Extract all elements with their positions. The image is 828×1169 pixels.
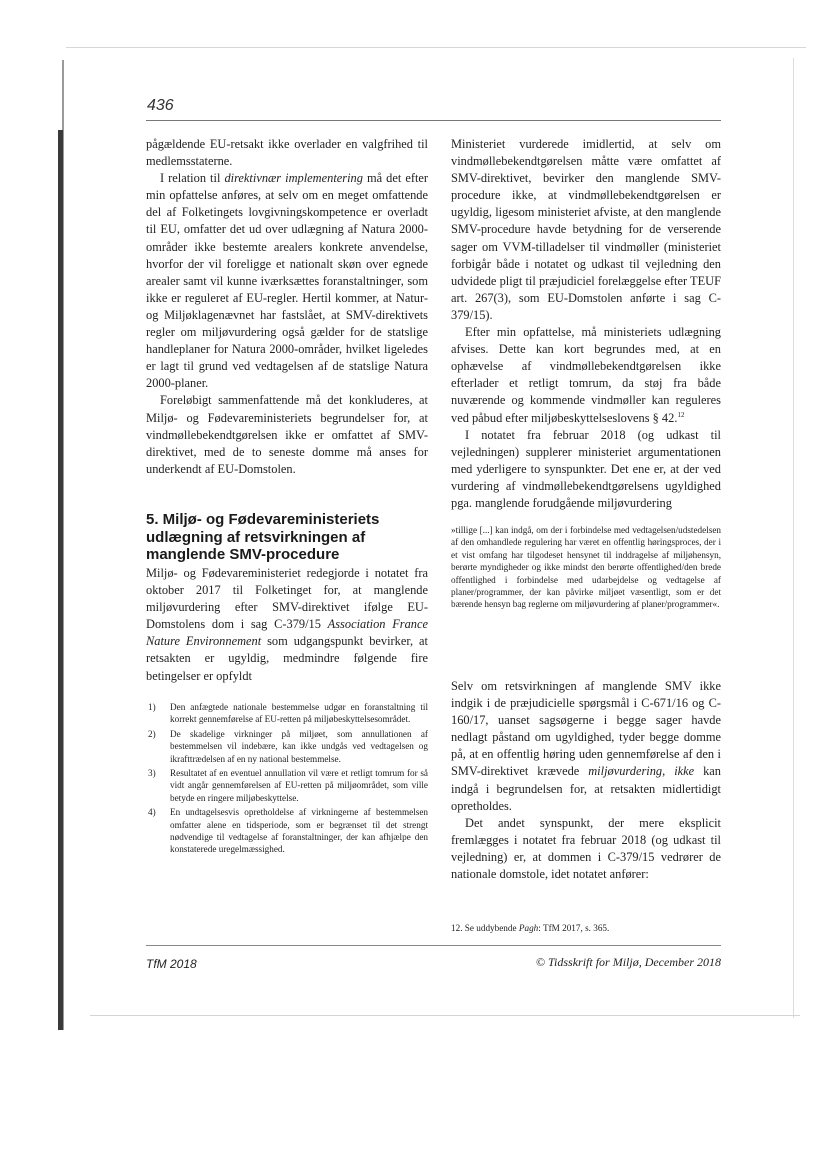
left-paragraph-2-start: I relation til: [160, 171, 225, 186]
condition-item: [146, 701, 428, 726]
condition-text: En undtagelsesvis opretholdelse af virkningerne af bestemmelsen omfatter alene en tidsperiode, som er begrænset til det strengt nødvendige til vedtagelse af foranstaltninger, der kan afhjælpe den konstaterede uregelmæssighed.: [170, 807, 428, 855]
footnote-reference: 12: [677, 410, 685, 419]
condition-item: [146, 767, 428, 804]
scan-edge-bottom: [90, 1015, 800, 1016]
right-paragraph-4-emphasis-2: ikke: [674, 764, 695, 779]
left-column: [146, 136, 428, 478]
right-paragraph-4-emphasis: miljøvurdering: [588, 764, 663, 779]
left-paragraph-1: pågældende EU-retsakt ikke overlader en valgfrihed til medlemsstaterne.: [146, 137, 428, 169]
left-paragraph-3: Foreløbigt sammenfattende må det konkluderes, at Miljø- og Fødevareministeriets begrundelser for, at vindmøllebekendtgørelsen ikke er omfattet af SMV-direktivet, med de to seneste domme må anses for underkendt af EU-Domstolen.: [146, 393, 428, 476]
condition-text: Resultatet af en eventuel annullation vil være et retligt tomrum for så vidt angår gennemførelsen af EU-retten på miljøområdet, som ville betyde en ringere miljøbeskyttelse.: [170, 768, 428, 803]
footer-rule: [146, 945, 721, 946]
condition-number: 1): [148, 702, 156, 712]
condition-item: [146, 728, 428, 765]
condition-text: Den anfægtede nationale bestemmelse udgør en foranstaltning til korrekt gennemførelse af EU-retten på miljøbeskyttelsesområdet.: [170, 702, 428, 725]
right-column-continued: [451, 678, 721, 883]
left-paragraph-2-emphasis: direktivnær implementering: [224, 171, 363, 186]
right-paragraph-4: [451, 678, 721, 815]
footnote-author: Pagh: [518, 923, 539, 933]
footer-copyright: © Tidsskrift for Miljø, December 2018: [535, 955, 721, 969]
right-paragraph-4-separator: ,: [662, 764, 675, 779]
condition-text: De skadelige virkninger på miljøet, som annullationen af bestemmelsen vil indebære, kan ikke undgås ved vedtagelsen og ikrafttrædelsen af en ny national bestemmelse.: [170, 728, 428, 764]
right-paragraph-1: Ministeriet vurderede imidlertid, at selv om vindmøllebekendtgørelsen måtte være omfattet af SMV-direktivet, bevirker den manglende SMV-procedure ikke, at vindmøllebekendtgørelsen er ugyldig, ligesom ministeriet afviste, at den manglende SMV-procedure havde betydning for de verserende sager om VVM-tilladelser til vindmøller (ministeriet forbigår både i notatet og udkast til vejledning den udvidede pligt til præjudiciel forelæggelse efter TEUF art. 267(3), som EU-Domstolen anførte i sag C-379/15).: [451, 137, 721, 322]
section-case-name: Association France Nature Environnement: [146, 617, 428, 649]
condition-number: 3): [148, 768, 156, 779]
left-paragraph-2-rest: må det efter min opfattelse anføres, at selv om en meget omfattende del af Folketingets lovgivningskompetence er overladt til EU, omfatter det ud over udlægning af Natura 2000-områder ikke bestemte arealers konkrete anvendelse, hvorfor der vil foreligge et nationalt skøn over egnede arealer samt vil kunne iværksættes foranstaltninger, som ikke er reguleret af EU-regler. Hertil kommer, at Natur- og Miljøklagenævnet har fastslået, at SMV-direktivets regler om miljøvurdering også gælder for de statslige handleplaner for Natura 2000-områder, hvilket ligeledes er lagt til grund ved vedtagelsen af de statslige Natura 2000-planer.: [146, 171, 429, 391]
section-paragraph: [146, 565, 428, 685]
footnote: [451, 922, 721, 934]
page-number: 436: [147, 97, 174, 114]
right-paragraph-3: I notatet fra februar 2018 (og udkast til vejledningen) supplerer ministeriet argumentationen med yderligere to synspunkter. Det ene er, at der ved vurdering af vindmøllebekendtgørelsens ugyldighed pga. manglende forudgående miljøvurdering: [451, 427, 721, 510]
section-paragraph-start: Miljø- og Fødevareministeriet redegjorde i notatet fra oktober 2017 til Folketinget for, at manglende miljøvurdering efter SMV-direktivet ifølge EU-Domstolens dom i sag C-379/15: [146, 566, 428, 632]
conditions-list: [146, 701, 428, 858]
right-paragraph-2-text: Efter min opfattelse, må ministeriets udlægning afvises. Dette kan kort begrundes med, at en ophævelse af vindmøllebekendtgørelsen ikke efterlader et retligt tomrum, da støj fra både nuværende og kommende vindmøller kan reguleres ved påbud efter miljøbeskyttelseslovens § 42.: [451, 325, 721, 425]
footnote-text: 12. Se uddybende: [451, 923, 519, 933]
right-paragraph-2: [451, 324, 721, 427]
condition-number: 4): [148, 807, 156, 818]
condition-item: [146, 806, 428, 856]
footer-journal: TfM 2018: [146, 957, 197, 971]
block-quote: [451, 524, 721, 611]
right-paragraph-5: Det andet synspunkt, der mere eksplicit fremlægges i notatet fra februar 2018 (og udkast til vejledning) er, at dommen i C-379/15 vedrører de nationale domstole, idet notatet anfører:: [451, 815, 721, 882]
condition-number: 2): [148, 728, 156, 739]
right-column: [451, 136, 721, 512]
right-paragraph-4-rest: kan indgå i begrundelsen for, at retsakten midlertidigt opretholdes.: [451, 764, 721, 813]
section-heading: 5. Miljø- og Fødevareministeriets udlægning af retsvirkningen af manglende SMV-procedure: [146, 511, 380, 563]
footnote-citation: : TfM 2017, s. 365.: [538, 923, 610, 933]
section-paragraph-rest: som udgangspunkt bevirker, at retsakten er ugyldig, medmindre følgende fire betingelser er opfyldt: [146, 634, 428, 683]
scan-binding-shadow: [58, 130, 63, 1030]
section-body: [146, 565, 428, 685]
scan-edge-top: [66, 47, 806, 68]
scan-edge-right: [793, 58, 794, 1018]
left-paragraph-2: [146, 170, 428, 392]
header-rule: [146, 120, 721, 121]
block-quote-text: »tillige [...] kan indgå, om der i forbindelse med vedtagelsen/udstedelsen af den omhandlede regulering har været en offentlig høringsproces, der i et vist omfang har tilgodeset hensynet til inddragelse af miljøhensyn, berørte myndigheder og ikke mindst den berørte offentlighed/den brede offentlighed i forbindelse med udarbejdelse og vedtagelse af planer/programmer, der kan påvirke miljøet væsentligt, som er det bærende hensyn bag reglerne om miljøvurdering af planer/programmer«.: [451, 525, 721, 610]
right-paragraph-4-start: Selv om retsvirkningen af manglende SMV ikke indgik i de præjudicielle spørgsmål i C-671/16 og C-160/17, uanset sagsøgerne i begge sager havde nedlagt påstand om ugyldighed, tyder begge domme på, at en offentlig høring uden gennemførelse af den i SMV-direktivet krævede: [451, 679, 721, 779]
